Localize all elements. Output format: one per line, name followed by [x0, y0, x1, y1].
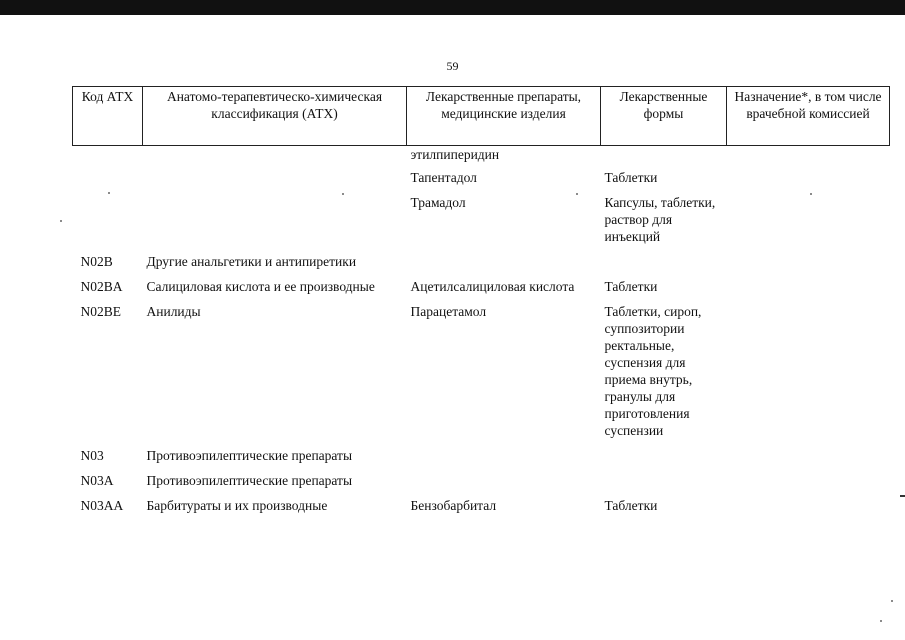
cell-purpose — [727, 146, 890, 164]
page-number: 59 — [446, 59, 459, 73]
cell-code: N02BA — [80, 279, 123, 294]
table-row — [73, 466, 890, 491]
cell-form: Таблетки, сироп, суппозитории ректальные, суспензия для приема внутрь, гранулы для приготовления суспензии — [604, 304, 702, 438]
table-row — [73, 491, 890, 516]
cell-form: Таблетки — [604, 498, 658, 513]
cell-purpose — [727, 466, 890, 491]
table-row — [73, 297, 890, 441]
cell-form — [601, 466, 727, 491]
cell-purpose — [727, 297, 890, 441]
scan-margin-mark — [900, 495, 905, 497]
cell-atc: Противоэпилептические препараты — [146, 473, 353, 488]
cell-drug — [407, 247, 601, 272]
cell-code — [73, 163, 143, 188]
scan-speck — [891, 600, 893, 602]
cell-form — [601, 247, 727, 272]
cell-form: Капсулы, таблетки, раствор для инъекций — [604, 195, 716, 244]
cell-purpose — [727, 272, 890, 297]
cell-atc — [143, 188, 407, 247]
cell-form — [601, 441, 727, 466]
cell-atc: Другие анальгетики и антипиретики — [146, 254, 357, 269]
cell-purpose — [727, 188, 890, 247]
cell-form — [601, 146, 727, 164]
table-row — [73, 146, 890, 164]
cell-purpose — [727, 491, 890, 516]
header-atc-classification: Анатомо-терапевтическо-химическая классификация (АТХ) — [143, 87, 407, 146]
scan-speck — [60, 220, 62, 222]
cell-purpose — [727, 163, 890, 188]
cell-code: N03 — [80, 448, 104, 463]
cell-drug — [407, 466, 601, 491]
cell-drug: Трамадол — [410, 195, 466, 210]
drug-classification-table — [72, 86, 890, 516]
table-header-row — [73, 87, 890, 146]
cell-atc: Салициловая кислота и ее производные — [146, 279, 375, 294]
cell-atc — [143, 146, 407, 164]
cell-form: Таблетки — [604, 170, 658, 185]
cell-drug: Ацетилсалициловая кислота — [410, 279, 575, 294]
cell-drug: Парацетамол — [410, 304, 487, 319]
cell-purpose — [727, 247, 890, 272]
cell-code: N03AA — [80, 498, 124, 513]
table-row — [73, 441, 890, 466]
table-row — [73, 188, 890, 247]
cell-atc: Анилиды — [146, 304, 201, 319]
table-row — [73, 272, 890, 297]
header-purpose: Назначение*, в том числе врачебной комиссией — [727, 87, 890, 146]
header-atc-code: Код АТХ — [73, 87, 143, 146]
scan-speck — [576, 193, 578, 195]
cell-code: N03A — [80, 473, 114, 488]
scan-speck — [880, 620, 882, 622]
header-dosage-forms: Лекарственные формы — [601, 87, 727, 146]
cell-code: N02BE — [80, 304, 121, 319]
scan-speck — [108, 192, 110, 194]
cell-form: Таблетки — [604, 279, 658, 294]
cell-drug: Тапентадол — [410, 170, 477, 185]
cell-purpose — [727, 441, 890, 466]
cell-atc: Барбитураты и их производные — [146, 498, 328, 513]
cell-drug — [407, 441, 601, 466]
cell-drug: этилпиперидин — [410, 147, 500, 162]
scan-top-border — [0, 0, 905, 15]
table-row — [73, 163, 890, 188]
table-row — [73, 247, 890, 272]
cell-code: N02B — [80, 254, 113, 269]
header-medicines: Лекарственные препараты, медицинские изделия — [407, 87, 601, 146]
cell-code — [73, 188, 143, 247]
cell-atc: Противоэпилептические препараты — [146, 448, 353, 463]
scan-speck — [342, 193, 344, 195]
scan-speck — [810, 193, 812, 195]
cell-drug: Бензобарбитал — [410, 498, 497, 513]
cell-code — [73, 146, 143, 164]
cell-atc — [143, 163, 407, 188]
